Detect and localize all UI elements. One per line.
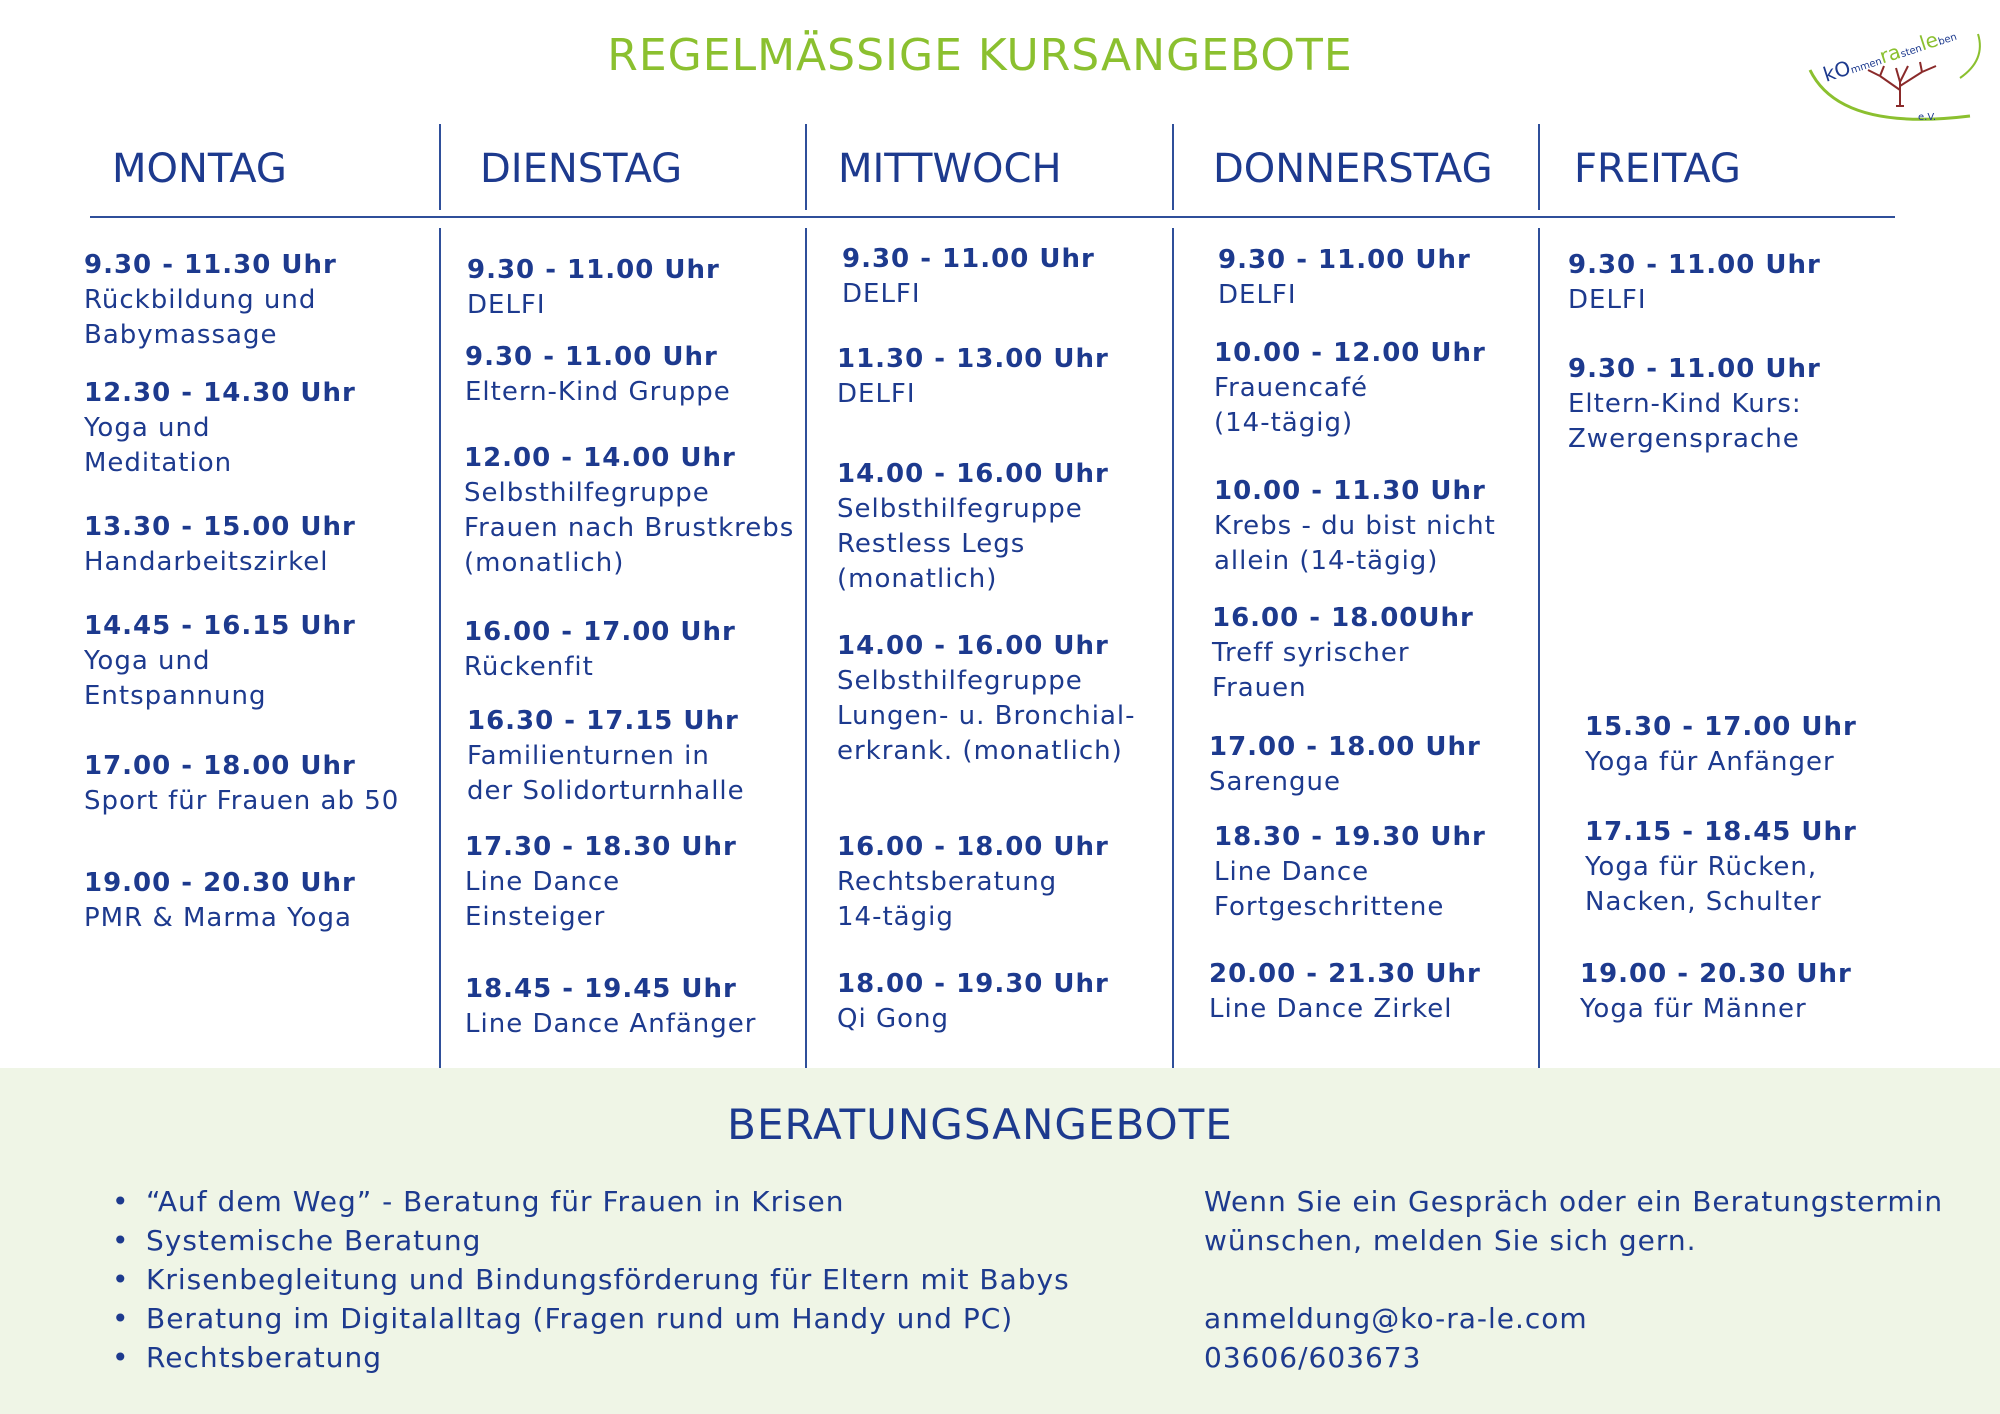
course-title: DELFI <box>837 379 916 409</box>
bullet-icon: • <box>112 1263 130 1296</box>
course-entry <box>464 441 804 581</box>
course-time: 9.30 - 11.00 Uhr <box>467 255 720 285</box>
course-time: 17.30 - 18.30 Uhr <box>465 832 737 862</box>
kommenrastenleben-logo <box>1800 20 1990 130</box>
course-title: Line Dance Zirkel <box>1209 994 1453 1024</box>
course-entry <box>1580 957 1940 1027</box>
course-time: 17.00 - 18.00 Uhr <box>1209 732 1481 762</box>
course-title: Rückbildung und Babymassage <box>84 285 317 350</box>
course-time: 12.00 - 14.00 Uhr <box>464 443 736 473</box>
list-item: • Beratung im Digitalalltag (Fragen rund um Handy und PC) <box>112 1299 1070 1338</box>
course-entry <box>465 830 825 935</box>
course-entry <box>84 609 444 714</box>
contact-block <box>1204 1182 1984 1377</box>
column-divider <box>439 124 441 210</box>
course-time: 9.30 - 11.00 Uhr <box>1568 354 1821 384</box>
course-title: Treff syrischer Frauen <box>1212 638 1410 703</box>
course-entry <box>1568 248 1928 318</box>
page-title: REGELMÄSSIGE KURSANGEBOTE <box>607 30 1353 81</box>
course-title: DELFI <box>1568 285 1647 315</box>
header-divider <box>90 216 1895 218</box>
course-time: 18.45 - 19.45 Uhr <box>465 974 737 1004</box>
course-entry <box>1585 815 1945 920</box>
course-entry <box>467 253 827 323</box>
course-entry <box>1209 730 1569 800</box>
course-entry <box>84 248 444 353</box>
course-title: Selbsthilfegruppe Frauen nach Brustkrebs (monatlich) <box>464 478 795 578</box>
course-entry <box>837 629 1167 769</box>
bullet-icon: • <box>112 1302 130 1335</box>
course-time: 15.30 - 17.00 Uhr <box>1585 712 1857 742</box>
course-entry <box>1209 957 1569 1027</box>
contact-phone[interactable]: 03606/603673 <box>1204 1341 1422 1374</box>
course-title: Selbsthilfegruppe Lungen- u. Bronchial- erkrank. (monatlich) <box>837 666 1136 766</box>
course-time: 12.30 - 14.30 Uhr <box>84 378 356 408</box>
course-time: 10.00 - 12.00 Uhr <box>1214 338 1486 368</box>
course-time: 10.00 - 11.30 Uhr <box>1214 476 1486 506</box>
bullet-icon: • <box>112 1224 130 1257</box>
course-time: 16.30 - 17.15 Uhr <box>467 706 739 736</box>
course-time: 9.30 - 11.30 Uhr <box>84 250 337 280</box>
course-time: 13.30 - 15.00 Uhr <box>84 512 356 542</box>
course-time: 17.15 - 18.45 Uhr <box>1585 817 1857 847</box>
column-divider <box>1538 124 1540 210</box>
course-entry <box>465 340 825 410</box>
course-title: DELFI <box>467 290 546 320</box>
course-time: 18.30 - 19.30 Uhr <box>1214 822 1486 852</box>
day-header-donnerstag: DONNERSTAG <box>1213 146 1493 192</box>
course-time: 18.00 - 19.30 Uhr <box>837 969 1109 999</box>
course-time: 14.00 - 16.00 Uhr <box>837 631 1109 661</box>
course-title: DELFI <box>1218 280 1297 310</box>
list-item: • Systemische Beratung <box>112 1221 1070 1260</box>
course-entry <box>84 749 444 819</box>
course-title: Selbsthilfegruppe Restless Legs (monatlich) <box>837 494 1083 594</box>
list-item: • Rechtsberatung <box>112 1338 1070 1377</box>
course-time: 16.00 - 18.00 Uhr <box>837 832 1109 862</box>
bullet-icon: • <box>112 1185 130 1218</box>
course-title: Line Dance Einsteiger <box>465 867 621 932</box>
course-entry <box>467 704 827 809</box>
course-entry <box>837 342 1197 412</box>
course-title: Eltern-Kind Kurs: Zwergensprache <box>1568 389 1802 454</box>
course-title: DELFI <box>842 279 921 309</box>
column-divider <box>1172 124 1174 210</box>
course-entry <box>465 972 825 1042</box>
svg-text:e.V.: e.V. <box>1918 112 1937 123</box>
list-item: • “Auf dem Weg” - Beratung für Frauen in Krisen <box>112 1182 1070 1221</box>
course-entry <box>1214 820 1574 925</box>
course-entry <box>1218 243 1578 313</box>
contact-text: Wenn Sie ein Gespräch oder ein Beratungstermin <box>1204 1185 1944 1218</box>
list-item: • Krisenbegleitung und Bindungsförderung für Eltern mit Babys <box>112 1260 1070 1299</box>
course-entry <box>84 866 444 936</box>
course-time: 14.45 - 16.15 Uhr <box>84 611 356 641</box>
course-title: PMR & Marma Yoga <box>84 903 352 933</box>
svg-text:kOmmenrastenleben: kOmmenrastenleben <box>1820 27 1959 87</box>
course-title: Familienturnen in der Solidorturnhalle <box>467 741 745 806</box>
course-entry <box>842 242 1202 312</box>
course-time: 9.30 - 11.00 Uhr <box>842 244 1095 274</box>
course-entry <box>1212 601 1572 706</box>
course-title: Sarengue <box>1209 767 1342 797</box>
course-entry <box>84 510 444 580</box>
course-title: Qi Gong <box>837 1004 949 1034</box>
course-time: 20.00 - 21.30 Uhr <box>1209 959 1481 989</box>
column-divider <box>805 124 807 210</box>
course-time: 16.00 - 18.00Uhr <box>1212 603 1474 633</box>
course-title: Eltern-Kind Gruppe <box>465 377 731 407</box>
course-title: Line Dance Anfänger <box>465 1009 757 1039</box>
course-entry <box>1214 474 1534 579</box>
day-header-mittwoch: MITTWOCH <box>838 146 1062 192</box>
course-time: 19.00 - 20.30 Uhr <box>84 868 356 898</box>
course-time: 17.00 - 18.00 Uhr <box>84 751 356 781</box>
course-entry <box>1214 336 1574 441</box>
beratung-list <box>112 1182 1070 1377</box>
course-time: 9.30 - 11.00 Uhr <box>1218 245 1471 275</box>
course-title: Yoga für Anfänger <box>1585 747 1835 777</box>
course-time: 11.30 - 13.00 Uhr <box>837 344 1109 374</box>
course-title: Yoga für Rücken, Nacken, Schulter <box>1585 852 1822 917</box>
contact-email[interactable]: anmeldung@ko-ra-le.com <box>1204 1302 1588 1335</box>
course-title: Rückenfit <box>464 652 594 682</box>
bullet-icon: • <box>112 1341 130 1374</box>
course-time: 14.00 - 16.00 Uhr <box>837 459 1109 489</box>
course-title: Line Dance Fortgeschrittene <box>1214 857 1445 922</box>
beratung-title: BERATUNGSANGEBOTE <box>727 1100 1233 1149</box>
course-entry <box>837 967 1197 1037</box>
course-time: 19.00 - 20.30 Uhr <box>1580 959 1852 989</box>
course-title: Frauencafé (14-tägig) <box>1214 373 1369 438</box>
day-header-montag: MONTAG <box>112 146 287 192</box>
course-time: 9.30 - 11.00 Uhr <box>465 342 718 372</box>
day-header-dienstag: DIENSTAG <box>480 146 683 192</box>
course-entry <box>837 457 1197 597</box>
course-entry <box>1568 352 1928 457</box>
course-title: Yoga und Entspannung <box>84 646 267 711</box>
course-entry <box>464 615 824 685</box>
course-time: 9.30 - 11.00 Uhr <box>1568 250 1821 280</box>
course-entry <box>84 376 444 481</box>
contact-text: wünschen, melden Sie sich gern. <box>1204 1224 1697 1257</box>
course-title: Sport für Frauen ab 50 <box>84 786 400 816</box>
course-time: 16.00 - 17.00 Uhr <box>464 617 736 647</box>
course-title: Yoga und Meditation <box>84 413 233 478</box>
course-entry <box>837 830 1197 935</box>
day-header-freitag: FREITAG <box>1574 146 1741 192</box>
course-title: Rechtsberatung 14-tägig <box>837 867 1058 932</box>
course-title: Handarbeitszirkel <box>84 547 329 577</box>
course-entry <box>1585 710 1945 780</box>
course-title: Krebs - du bist nicht allein (14-tägig) <box>1214 511 1496 576</box>
course-title: Yoga für Männer <box>1580 994 1807 1024</box>
